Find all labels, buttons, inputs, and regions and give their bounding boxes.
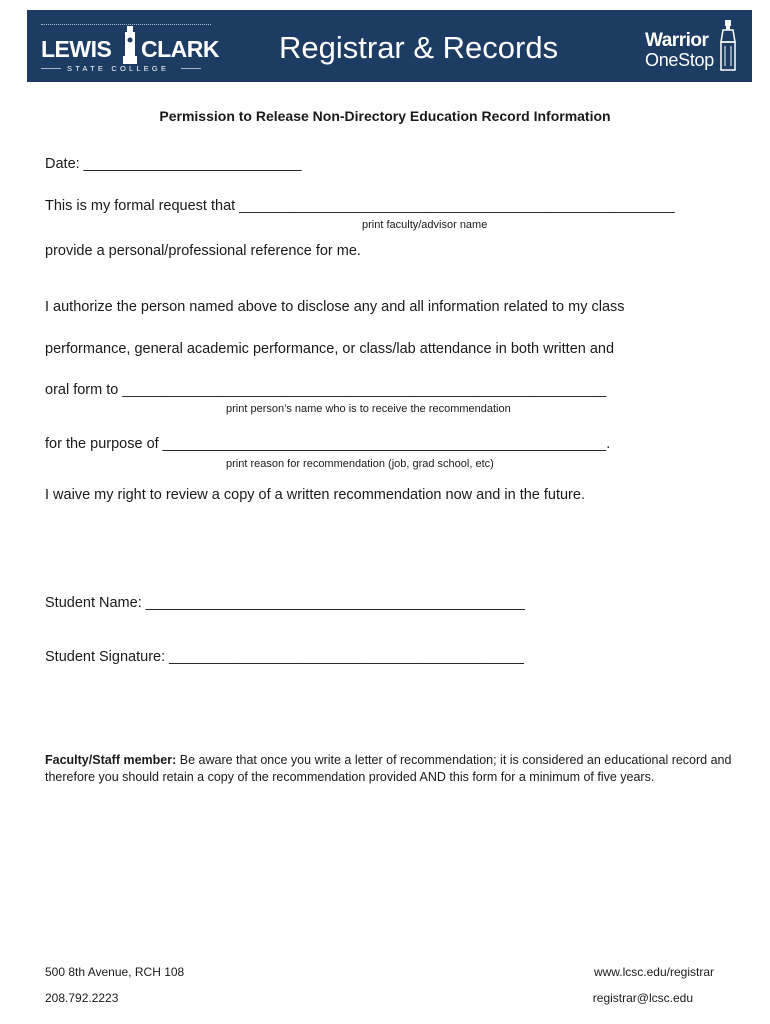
oral-form-line: oral form to ____________________________________________________________: [45, 382, 607, 398]
student-name-line: Student Name: _______________________________________________: [45, 595, 525, 611]
student-signature-line: Student Signature: ____________________________________________: [45, 649, 524, 665]
authorize-line-1: I authorize the person named above to disclose any and all information related to my class: [45, 299, 625, 315]
logo-onestop: OneStop: [645, 50, 714, 70]
warrior-onestop-logo: [645, 30, 745, 74]
logo-rule-right: [181, 68, 201, 69]
authorize-line-2: performance, general academic performance, or class/lab attendance in both written and: [45, 341, 615, 357]
purpose-line: for the purpose of _______________________________________________________.: [45, 436, 611, 452]
form-heading: Permission to Release Non-Directory Education Record Information: [159, 108, 611, 124]
page-title: Registrar & Records: [279, 30, 559, 65]
footer-website[interactable]: www.lcsc.edu/registrar: [593, 965, 714, 979]
lcsc-logo: [41, 24, 219, 76]
faculty-note: [45, 752, 735, 786]
request-line: This is my formal request that ______________________________________________________: [45, 198, 675, 214]
reference-line: provide a personal/professional reference for me.: [45, 243, 361, 259]
faculty-note-label: Faculty/Staff member:: [45, 753, 177, 767]
header-banner: [27, 10, 752, 82]
footer-phone: 208.792.2223: [45, 991, 119, 1005]
clock-tower-icon: [121, 26, 139, 64]
oral-form-hint: print person’s name who is to receive the recommendation: [226, 403, 511, 415]
footer-email[interactable]: registrar@lcsc.edu: [592, 991, 693, 1005]
faculty-note-text: Be aware that once you write a letter of recommendation; it is considered an educational record and therefore you should retain a copy of the recommendation provided AND this form for a minimum of five years.: [45, 753, 732, 784]
logo-word-clark: CLARK: [141, 36, 219, 62]
logo-word-lewis: LEWIS: [41, 36, 112, 62]
footer-address: 500 8th Avenue, RCH 108: [45, 965, 185, 979]
logo-rule-left: [41, 68, 61, 69]
request-hint: print faculty/advisor name: [362, 219, 488, 231]
tower-icon: [715, 20, 741, 72]
purpose-hint: print reason for recommendation (job, grad school, etc): [226, 458, 494, 470]
logo-warrior: Warrior: [645, 30, 709, 51]
logo-subtitle: STATE COLLEGE: [67, 64, 170, 73]
waive-line: I waive my right to review a copy of a written recommendation now and in the future.: [45, 487, 585, 503]
date-line: Date: ___________________________: [45, 156, 302, 172]
